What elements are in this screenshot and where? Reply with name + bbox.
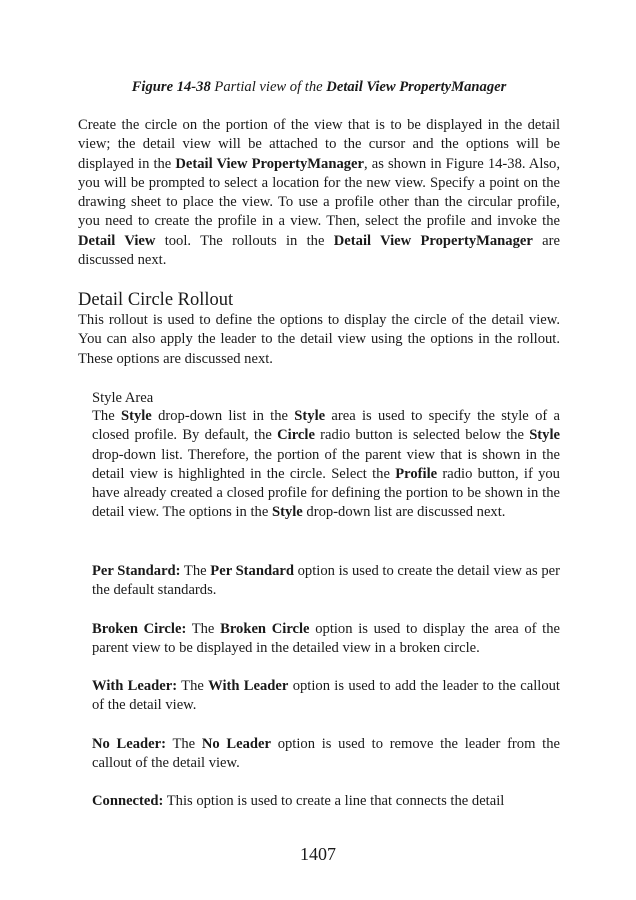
style-text-5: drop-down list. Therefore, the portion of the parent view that is shown in the detail view is highlighted in the circle. Select the [92, 446, 560, 482]
style-text-3: area is used to specify the style of a closed profile. By default, the [92, 408, 560, 444]
option-bold: With Leader [208, 678, 289, 694]
option-with-leader [92, 677, 560, 716]
option-text: The [186, 621, 221, 637]
option-term: Connected: [92, 793, 164, 809]
option-term: Broken Circle: [92, 621, 187, 637]
option-text: The [177, 678, 209, 694]
style-bold-3: Circle [277, 427, 315, 444]
intro-text-1: Create the circle on the portion of the view that is to be displayed in the detail view; the detail view will be attached to the cursor and the options will be displayed in the [78, 117, 560, 172]
style-text-1: The [92, 408, 121, 424]
style-text-2: drop-down list in the [151, 408, 295, 424]
option-text: option is used to add the leader to the callout of the detail view. [92, 678, 560, 714]
figure-caption [78, 78, 560, 96]
option-term: Per Standard: [92, 563, 181, 579]
intro-text-2: , as shown in Figure 14-38. Also, you will be prompted to select a location for the new view. Specify a point on the drawing sheet to place the view. To use a profile other than the circular profile, you need to create the profile in a view. Then, select the profile and invoke the [78, 155, 561, 230]
option-term: With Leader: [92, 678, 178, 694]
intro-paragraph [78, 116, 560, 270]
option-connected [92, 792, 560, 811]
option-text: option is used to remove the leader from the callout of the detail view. [92, 736, 560, 772]
option-bold: No Leader [201, 736, 271, 752]
option-text: option is used to create the detail view as per the default standards. [92, 563, 560, 599]
style-bold-4: Style [529, 427, 560, 444]
style-bold-1: Style [120, 408, 152, 424]
style-bold-2: Style [294, 408, 326, 424]
option-text: The [166, 736, 202, 752]
style-text-4: radio button is selected below the [314, 427, 530, 444]
option-text: option is used to display the area of the parent view to be displayed in the detailed view in a broken circle. [92, 621, 561, 657]
rollout-paragraph: This rollout is used to define the options to display the circle of the detail view. You can also apply the leader to the detail view using the options in the rollout. These options are discussed next. [78, 312, 560, 367]
option-no-leader [92, 735, 560, 774]
intro-text-4: are discussed next. [78, 232, 560, 269]
option-text: This option is used to create a line that connects the detail [163, 793, 505, 809]
style-bold-5: Profile [395, 465, 438, 482]
option-bold: Broken Circle [220, 621, 310, 637]
rollout-heading: Detail Circle Rollout [78, 290, 234, 310]
figure-label: Figure 14-38 [131, 79, 211, 95]
option-per-standard [92, 562, 560, 601]
style-area-paragraph [92, 407, 560, 523]
style-text-6: radio button, if you have already created a closed profile for defining the portion to be shown in the detail view. The options in the [92, 465, 560, 521]
intro-text-3: tool. The rollouts in the [155, 232, 334, 249]
intro-bold-1: Detail View PropertyManager [175, 155, 365, 172]
page-number: 1407 [300, 844, 336, 864]
style-text-7: drop-down list are discussed next. [302, 504, 506, 521]
option-term: No Leader: [92, 736, 166, 752]
intro-bold-2: Detail View [78, 232, 156, 249]
caption-bold-text: Detail View PropertyManager [326, 79, 507, 95]
intro-bold-3: Detail View PropertyManager [333, 232, 533, 249]
style-area-heading: Style Area [92, 390, 154, 406]
option-broken-circle [92, 620, 560, 659]
caption-text: Partial view of the [210, 79, 327, 95]
style-bold-6: Style [271, 504, 303, 521]
option-bold: Per Standard [210, 563, 294, 579]
option-text: The [180, 563, 211, 579]
